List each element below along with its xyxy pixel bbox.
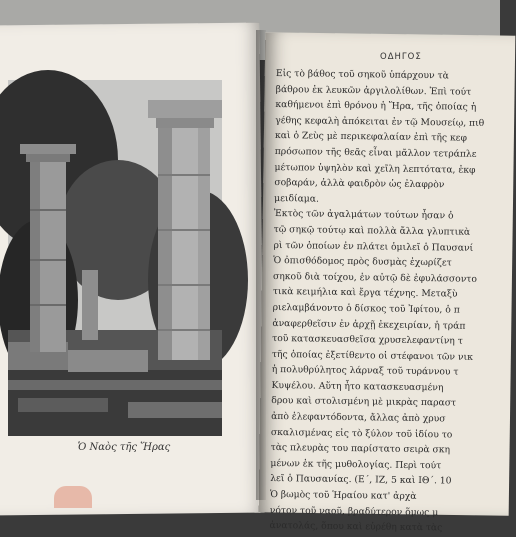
text-line: δρου καὶ στολισμένη μὲ μικρὰς παραστ [271, 395, 457, 410]
text-line: τῷ σηκῷ τούτῳ καὶ πολλὰ ἄλλα γλυπτικὰ [273, 223, 471, 238]
temple-columns-illustration [8, 80, 222, 436]
text-line: νότον τοῦ ναοῦ, βραδύτερον ὅμως μ [269, 504, 439, 518]
text-line: σηκοῦ διὰ τοίχου, ἐν αὐτῷ δὲ ἐφυλάσσοντο [272, 270, 478, 285]
text-line: ριελαμβάνοντο ὁ δίσκος τοῦ Ἰφίτου, ὁ π [272, 301, 460, 316]
text-line: Εἰς τὸ βάθος τοῦ σηκοῦ ὑπάρχουν τὰ [275, 67, 449, 82]
text-line: ἀναφερθεῖσιν ἐν ἀρχῇ ἐκεχειρίαν, ἡ τράπ [272, 317, 466, 332]
text-line: γέθης κεφαλὴ ἀπόκειται ἐν τῷ Μουσείῳ, πιθ [275, 114, 485, 129]
text-line: ἀνατολάς, ὅπου καὶ εὑρέθη κατὰ τὰς [269, 520, 443, 534]
text-line: πρόσωπον τῆς θεᾶς εἶναι μᾶλλον τετράπλε [274, 145, 477, 160]
text-line: Ἐκτὸς τῶν ἀγαλμάτων τούτων ἦσαν ὁ [273, 208, 454, 222]
text-line: ἀπὸ ἐλεφαντόδοντα, ἄλλας ἀπὸ χρυσ [271, 411, 446, 425]
text-line: τὰς πλευρὰς του παρίστατο σειρὰ σκη [270, 442, 451, 456]
text-line: Ὁ ὀπισθόδομος πρὸς δυσμὰς ἐχωρίζετ [273, 255, 452, 269]
text-line: σοβαράν, ἀλλὰ φαιδρὸν ὡς ἐλαφρὸν [274, 177, 445, 191]
photo-caption: Ὁ Ναὸς τῆς Ἥρας [77, 442, 171, 453]
text-line: σκαλισμένας εἰς τὸ ξύλον τοῦ ἰδίου το [270, 426, 453, 441]
thumb [54, 486, 92, 508]
text-line: λεῖ ὁ Παυσανίας. (Ε΄, ΙΖ, 5 καὶ ΙΘ΄. 10 [270, 473, 452, 487]
text-line: καὶ ὁ Ζεὺς μὲ περικεφαλαίαν ἐπὶ τῆς κεφ [274, 130, 467, 145]
text-line: μέτωπον ὑψηλὸν καὶ χεῖλη λεπτότατα, ἐκφ [274, 161, 476, 176]
text-line: τοῦ κατασκευασθεῖσα χρυσελεφαντίνη τ [272, 333, 463, 347]
text-line: Κυψέλου. Αὕτη ἦτο κατασκευασμένη [271, 379, 444, 394]
text-line: τικὰ κειμήλια καὶ ἔργα τέχνης. Μεταξὺ [272, 286, 458, 300]
text-line: ἡ πολυθρύλητος λάρναξ τοῦ τυράννου τ [271, 364, 459, 378]
text-line: μένων ἐκ τῆς μυθολογίας. Περὶ τούτ [270, 457, 442, 472]
text-line: Ὁ βωμὸς τοῦ Ἡραίου κατ' ἀρχὰ [269, 488, 417, 503]
text-line: καθήμενοι ἐπὶ θρόνου ἡ Ἥρα, τῆς ὁποίας ἡ [275, 99, 477, 113]
text-line: ρὶ τῶν ὁποίων ἐν πλάτει ὁμιλεῖ ὁ Παυσανί [273, 239, 474, 254]
text-line: μειδίαμα. [274, 192, 320, 205]
body-text [269, 66, 516, 537]
book-gutter [256, 30, 266, 500]
temple-of-hera-photo [8, 80, 222, 436]
running-head: ΟΔΗΓΟΣ [380, 52, 422, 62]
text-line: τῆς ὁποίας ἐξετίθεντο οἱ στέφανοι τῶν νικ [271, 348, 473, 363]
text-line: βάθρου ἐκ λευκῶν ἀργιλολίθων. Ἐπὶ τούτ [275, 83, 472, 98]
